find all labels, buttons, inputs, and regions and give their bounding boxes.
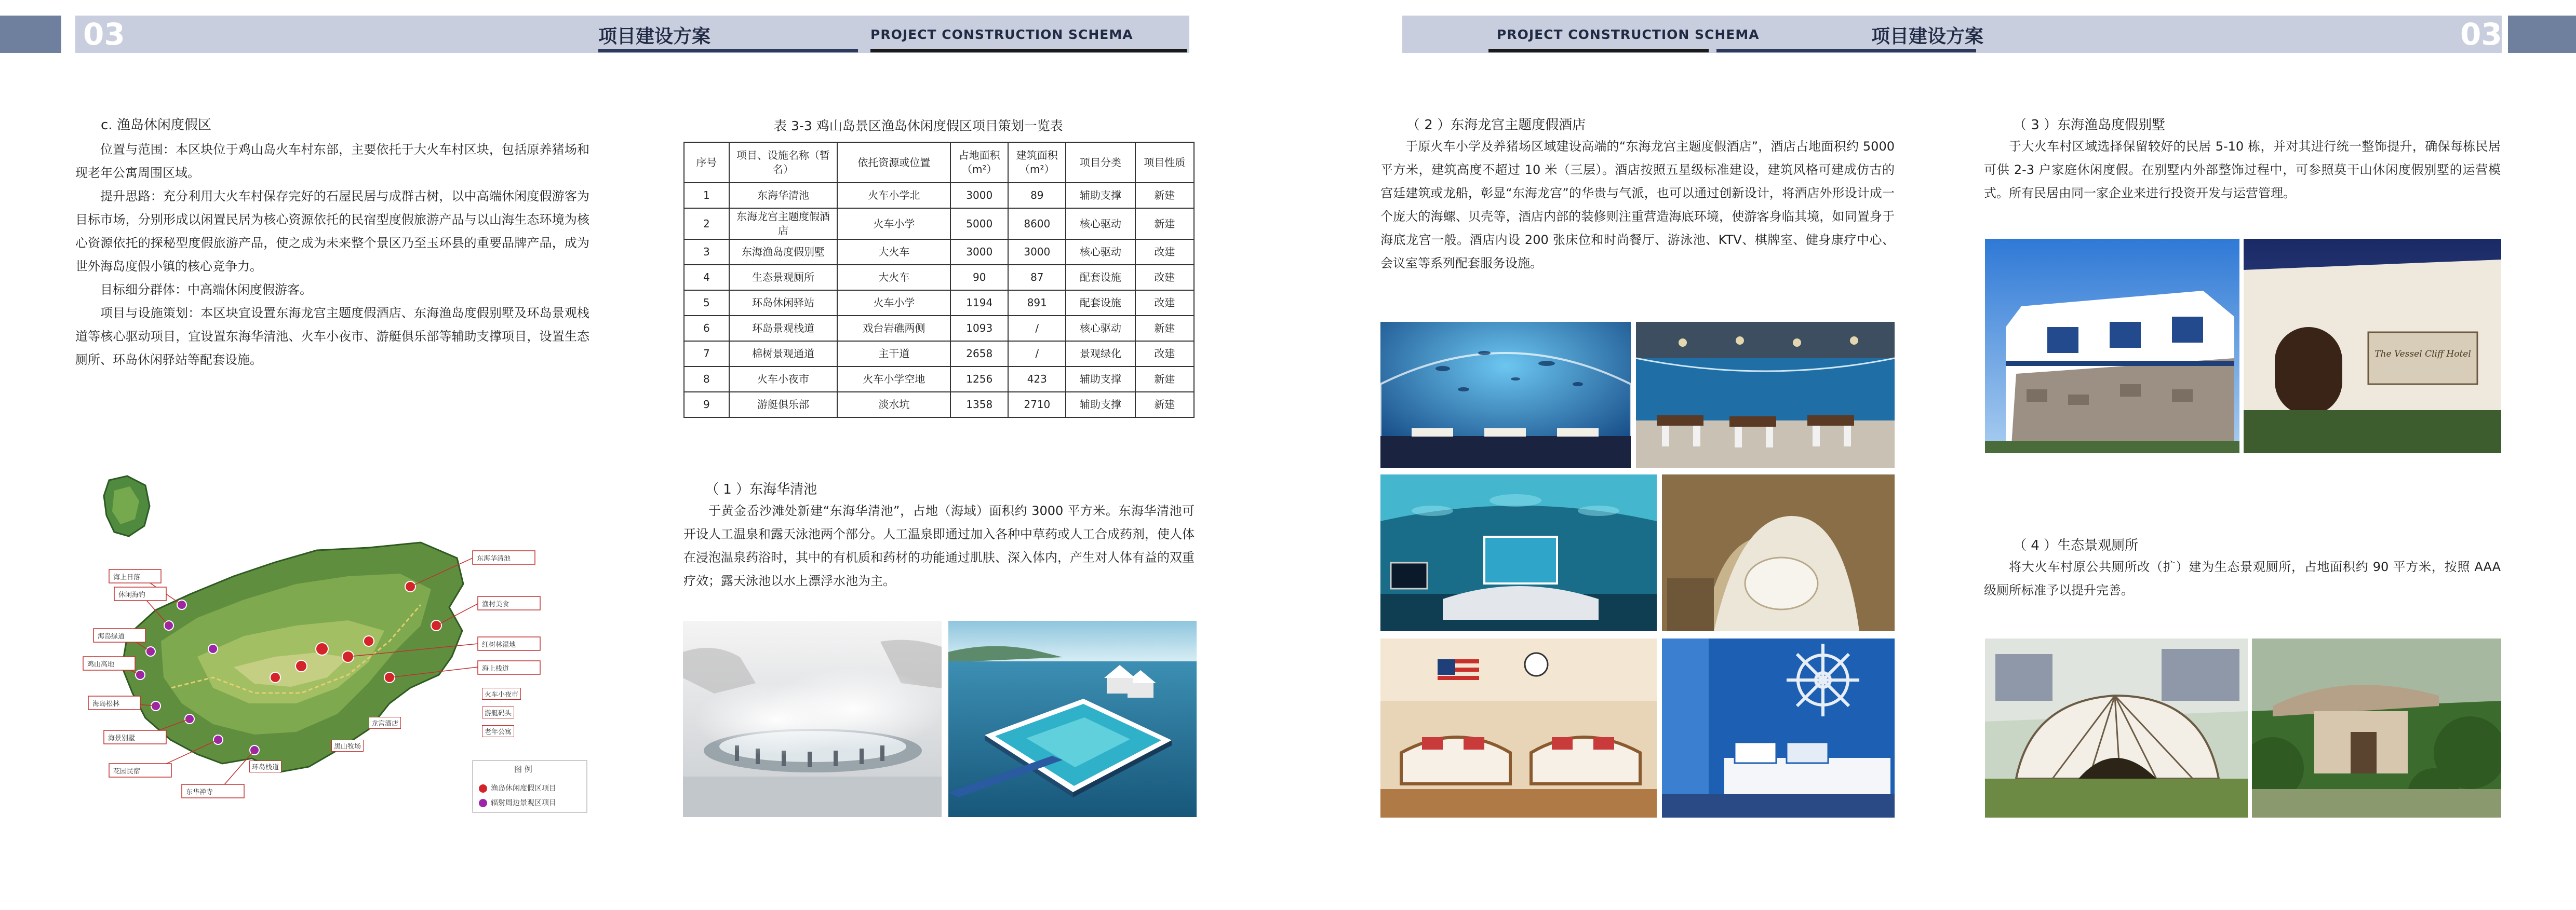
col-header-nature: 项目性质 <box>1135 142 1194 183</box>
table-row <box>684 290 1194 316</box>
map-label-left-4: 海岛松林 <box>92 700 120 708</box>
zone-description <box>75 138 589 372</box>
cell-category: 核心驱动 <box>1066 239 1135 265</box>
cell-name: 东海龙宫主题度假酒店 <box>729 208 838 239</box>
table-row <box>684 183 1194 208</box>
cell-category: 核心驱动 <box>1066 316 1135 341</box>
table-row <box>684 392 1194 417</box>
cell-nature: 新建 <box>1135 392 1194 417</box>
restaurant-interior-photo <box>1636 322 1895 468</box>
cell-land-area: 1358 <box>950 392 1008 417</box>
col-header-build-area: 建筑面积（m²） <box>1008 142 1066 183</box>
cell-land-area: 90 <box>950 265 1008 290</box>
map-label-right-5: 游艇码头 <box>482 707 514 718</box>
cell-location: 主干道 <box>837 341 950 366</box>
table-header-row <box>684 142 1194 183</box>
paragraph-location: 位置与范围：本区块位于鸡山岛火车村东部，主要依托于大火车村区块，包括原养猪场和现老年公寓周围区域。 <box>75 142 589 180</box>
cell-index: 3 <box>684 239 729 265</box>
table-row <box>684 239 1194 265</box>
cell-category: 景观绿化 <box>1066 341 1135 366</box>
header-left-stub <box>0 16 61 53</box>
cell-land-area: 1256 <box>950 366 1008 392</box>
map-label-left-3: 鸡山高地 <box>87 661 115 669</box>
cell-nature: 新建 <box>1135 183 1194 208</box>
map-label-right-2: 红树林湿地 <box>482 641 516 649</box>
cell-index: 2 <box>684 208 729 239</box>
map-label-right-0: 东海华清池 <box>477 555 511 563</box>
cell-build-area: 87 <box>1008 265 1066 290</box>
cell-build-area: 8600 <box>1008 208 1066 239</box>
cell-name: 火车小夜市 <box>729 366 838 392</box>
aquarium-dining-photo <box>1380 322 1631 468</box>
section-3-title: （ 3 ）东海渔岛度假别墅 <box>2013 117 2166 133</box>
cell-nature: 改建 <box>1135 265 1194 290</box>
cell-location: 戏台岩礁两侧 <box>837 316 950 341</box>
cell-name: 游艇俱乐部 <box>729 392 838 417</box>
project-table <box>683 142 1195 418</box>
cell-index: 4 <box>684 265 729 290</box>
section-2-title: （ 2 ）东海龙宫主题度假酒店 <box>1406 117 1586 133</box>
cell-location: 大火车 <box>837 265 950 290</box>
cell-build-area: 2710 <box>1008 392 1066 417</box>
cell-index: 8 <box>684 366 729 392</box>
cell-index: 6 <box>684 316 729 341</box>
hotel-sign-photo <box>2244 239 2501 453</box>
section-1-body <box>683 499 1195 593</box>
cell-category: 辅助支撑 <box>1066 366 1135 392</box>
map-label-left-1: 休闲海钓 <box>118 591 146 599</box>
cell-index: 1 <box>684 183 729 208</box>
col-header-location: 依托资源或位置 <box>837 142 950 183</box>
cell-category: 辅助支撑 <box>1066 392 1135 417</box>
cell-name: 东海渔岛度假别墅 <box>729 239 838 265</box>
header-right-en-title: PROJECT CONSTRUCTION SCHEMA <box>1497 27 1760 42</box>
floating-pool-render-photo <box>948 621 1197 817</box>
cell-build-area: 3000 <box>1008 239 1066 265</box>
map-label-right-3: 海上栈道 <box>482 665 509 673</box>
hot-spring-render-photo <box>683 621 942 817</box>
table-title: 表 3-3 鸡山岛景区渔岛休闲度假区项目策划一览表 <box>774 118 1063 133</box>
header-right-stub <box>2508 16 2576 53</box>
flag-bedroom-photo <box>1380 639 1657 818</box>
table-row <box>684 208 1194 239</box>
header-left-en-title: PROJECT CONSTRUCTION SCHEMA <box>870 27 1133 42</box>
section-2-paragraph: 于原火车小学及养猪场区域建设高端的“东海龙宫主题度假酒店”，酒店占地面积约 5000 平方米，建筑高度不超过 10 米（三层）。酒店按照五星级标准建设，建筑风格可建成仿古的宫廷建筑或龙船，彰显“东海龙宫”的华贵与气派，也可以通过创新设计，将酒店外形设计成一个庞大的海螺、贝壳等，酒店内部的装修则注重营造海底环境，使游客身临其境，如同置身于海底龙宫一般。酒店内设 200 张床位和时尚餐厅、游泳池、KTV、棋牌室、健身康疗中心、会议室等系列配套服务设施。 <box>1380 139 1895 270</box>
table-row <box>684 316 1194 341</box>
paragraph-projects: 项目与设施策划：本区块宜设置东海龙宫主题度假酒店、东海渔岛度假别墅及环岛景观栈道等核心驱动项目，宜设置东海华清池、火车小夜市、游艇俱乐部等辅助支撑项目，设置生态厕所、环岛休闲驿站等配套设施。 <box>75 306 589 367</box>
eco-toilet-shell-photo <box>1985 639 2248 818</box>
cell-name: 生态景观厕所 <box>729 265 838 290</box>
cell-land-area: 1093 <box>950 316 1008 341</box>
cell-category: 辅助支撑 <box>1066 183 1135 208</box>
section-4-paragraph: 将大火车村原公共厕所改（扩）建为生态景观厕所，占地面积约 90 平方米，按照 AAA 级厕所标准予以提升完善。 <box>1984 560 2501 597</box>
paragraph-target: 目标细分群体：中高端休闲度假游客。 <box>100 282 312 297</box>
section-4-title: （ 4 ）生态景观厕所 <box>2013 538 2139 553</box>
map-label-left-6: 花园民宿 <box>113 768 141 776</box>
cell-name: 环岛休闲驿站 <box>729 290 838 316</box>
cell-build-area: / <box>1008 341 1066 366</box>
header-right-cn-title: 项目建设方案 <box>1871 26 1984 47</box>
section-1-title: （ 1 ）东海华清池 <box>705 482 817 497</box>
cell-category: 配套设施 <box>1066 290 1135 316</box>
cell-index: 5 <box>684 290 729 316</box>
col-header-name: 项目、设施名称（暂名） <box>729 142 838 183</box>
page-number-right: 03 <box>2460 17 2502 52</box>
table-body <box>684 183 1194 417</box>
header-right-underline-en <box>1488 49 1709 52</box>
col-header-category: 项目分类 <box>1066 142 1135 183</box>
col-header-land-area: 占地面积（m²） <box>950 142 1008 183</box>
cell-land-area: 3000 <box>950 239 1008 265</box>
table-row <box>684 366 1194 392</box>
map-label-left-9: 黑山牧场 <box>331 740 364 752</box>
cell-build-area: 891 <box>1008 290 1066 316</box>
cell-nature: 新建 <box>1135 208 1194 239</box>
hotel-sign-text: The Vessel Cliff Hotel <box>2374 349 2471 359</box>
cell-build-area: 89 <box>1008 183 1066 208</box>
map-legend-item-core: 渔岛休闲度假区项目 <box>491 784 556 793</box>
cell-land-area: 1194 <box>950 290 1008 316</box>
cell-location: 淡水坑 <box>837 392 950 417</box>
header-right-underline-cn <box>1716 49 1976 52</box>
villa-exterior-photo <box>1985 239 2239 453</box>
map-label-right-7: 龙宫酒店 <box>369 717 401 729</box>
cell-name: 东海华清池 <box>729 183 838 208</box>
blue-bedroom-photo <box>1662 639 1895 818</box>
map-legend-item-radiate: 辐射周边景观区项目 <box>491 799 556 807</box>
section-2-body <box>1380 135 1895 275</box>
cell-location: 火车小学 <box>837 208 950 239</box>
cell-land-area: 5000 <box>950 208 1008 239</box>
section-3-paragraph: 于大火车村区域选择保留较好的民居 5-10 栋，并对其进行统一整饰提升，确保每栋民居可供 2-3 户家庭休闲度假。在别墅内外部整饰过程中，可参照莫干山休闲度假别墅的运营模式。所有民居由同一家企业来进行投资开发与运营管理。 <box>1984 139 2501 200</box>
cell-index: 7 <box>684 341 729 366</box>
table-row <box>684 341 1194 366</box>
map-label-right-1: 渔村美食 <box>482 601 509 608</box>
map-label-right-6: 老年公寓 <box>482 725 514 737</box>
cell-category: 配套设施 <box>1066 265 1135 290</box>
shell-interior-photo <box>1662 474 1895 631</box>
header-left-underline-cn <box>598 49 858 52</box>
ktv-room-photo <box>1380 474 1657 631</box>
map-label-left-5: 海景别墅 <box>108 735 136 742</box>
cell-location: 火车小学空地 <box>837 366 950 392</box>
map-label-left-7: 东华禅寺 <box>186 789 213 796</box>
section-3-body <box>1984 135 2501 205</box>
section-1-paragraph: 于黄金岙沙滩处新建“东海华清池”，占地（海域）面积约 3000 平方米。东海华清池可开设人工温泉和露天泳池两个部分。人工温泉即通过加入各种中草药或人工合成药剂，使人体在浸泡温泉药浴时，其中的有机质和药材的功能通过肌肤、深入体内，产生对人体有益的双重疗效；露天泳池以水上漂浮水池为主。 <box>683 504 1195 588</box>
section-4-body <box>1984 555 2501 602</box>
cell-land-area: 2658 <box>950 341 1008 366</box>
cell-location: 火车小学北 <box>837 183 950 208</box>
col-header-index: 序号 <box>684 142 729 183</box>
zone-heading: c. 渔岛休闲度假区 <box>101 117 211 133</box>
map-label-left-2: 海岛绿道 <box>98 633 125 641</box>
map-legend-title: 图 例 <box>514 765 532 774</box>
cell-nature: 新建 <box>1135 316 1194 341</box>
cell-location: 火车小学 <box>837 290 950 316</box>
cell-nature: 改建 <box>1135 341 1194 366</box>
paragraph-strategy: 提升思路：充分利用大火车村保存完好的石屋民居与成群古树，以中高端休闲度假游客为目标市场，分别形成以闲置民居为核心资源依托的民宿型度假旅游产品与以山海生态环境为核心资源依托的探秘型度假旅游产品，使之成为未来整个景区乃至玉环县的重要品牌产品，成为世外海岛度假小镇的核心竞争力。 <box>75 189 589 274</box>
map-label-left-0: 海上日落 <box>113 574 141 581</box>
island-planning-map <box>78 470 589 815</box>
cell-name: 环岛景观栈道 <box>729 316 838 341</box>
cell-land-area: 3000 <box>950 183 1008 208</box>
map-label-right-4: 火车小夜市 <box>482 688 521 700</box>
cell-nature: 新建 <box>1135 366 1194 392</box>
cell-index: 9 <box>684 392 729 417</box>
cell-build-area: 423 <box>1008 366 1066 392</box>
header-left-underline-en <box>870 49 1187 52</box>
cell-nature: 改建 <box>1135 239 1194 265</box>
table-row <box>684 265 1194 290</box>
cell-nature: 改建 <box>1135 290 1194 316</box>
header-left-cn-title: 项目建设方案 <box>598 26 711 47</box>
cell-category: 核心驱动 <box>1066 208 1135 239</box>
cell-location: 大火车 <box>837 239 950 265</box>
map-label-left-8: 环岛栈道 <box>249 760 281 772</box>
cell-build-area: / <box>1008 316 1066 341</box>
cell-name: 棉树景观通道 <box>729 341 838 366</box>
page-number-left: 03 <box>83 17 125 52</box>
eco-toilet-garden-photo <box>2252 639 2501 818</box>
